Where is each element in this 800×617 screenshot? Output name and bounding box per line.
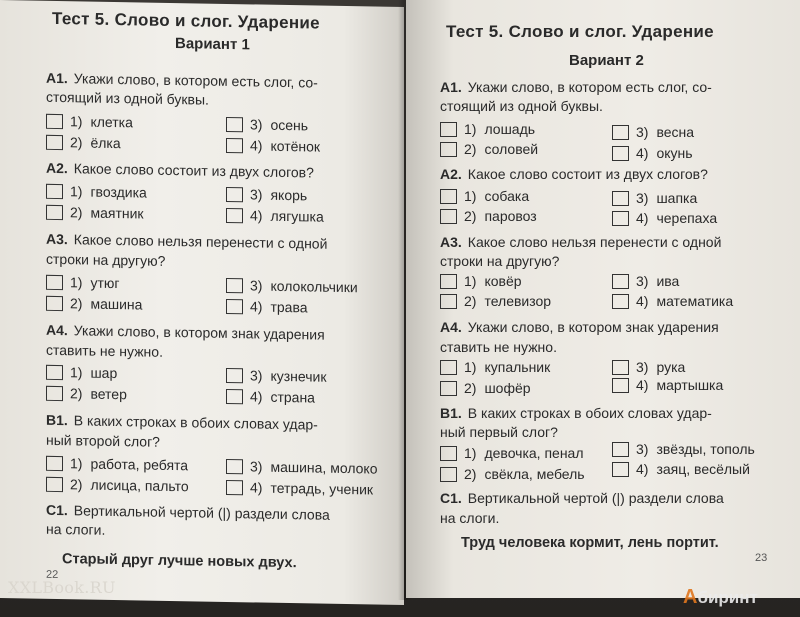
- question-text: В каких строках в обоих словах удар-: [467, 405, 712, 421]
- question-number: А4.: [46, 321, 68, 339]
- question-c1-cont: на слоги.: [440, 510, 500, 526]
- question-text: Какое слово состоит из двух слогов?: [73, 160, 314, 181]
- option[interactable]: 4) трава: [226, 298, 308, 315]
- question-a1: [440, 78, 712, 97]
- question-number: В1.: [46, 411, 68, 429]
- question-c1: [440, 489, 724, 508]
- checkbox[interactable]: [612, 360, 629, 375]
- page-number: 22: [46, 568, 59, 582]
- option[interactable]: 1) ковёр: [440, 273, 522, 289]
- option[interactable]: 1) шар: [46, 364, 117, 381]
- checkbox[interactable]: [46, 134, 63, 149]
- question-a4-cont: ставить не нужно.: [440, 339, 557, 355]
- question-a4: [440, 318, 719, 337]
- question-number: А4.: [440, 319, 462, 335]
- question-text: Какое слово нельзя перенести с одной: [467, 234, 722, 250]
- question-a3-cont: строки на другую?: [46, 250, 166, 269]
- variant-label: Вариант 1: [175, 35, 250, 54]
- checkbox[interactable]: [46, 455, 63, 470]
- left-page: [0, 0, 404, 605]
- option[interactable]: 1) лошадь: [440, 121, 535, 137]
- watermark-logo-right: Aбиринт: [683, 586, 758, 608]
- option[interactable]: 1) гвоздика: [46, 183, 147, 201]
- option[interactable]: 2) соловей: [440, 141, 538, 157]
- option[interactable]: 4) заяц, весёлый: [612, 461, 750, 477]
- option[interactable]: 3) машина, молоко: [226, 458, 378, 477]
- checkbox[interactable]: [226, 186, 243, 201]
- question-text: Укажи слово, в котором знак ударения: [73, 322, 325, 343]
- page-title: Тест 5. Слово и слог. Ударение: [52, 8, 320, 33]
- question-text: Вертикальной чертой (|) раздели слова: [467, 490, 724, 506]
- option[interactable]: 4) страна: [226, 388, 315, 406]
- question-a2: [46, 159, 314, 183]
- question-number: А3.: [440, 234, 462, 250]
- question-text: Вертикальной чертой (|) раздели слова: [73, 502, 330, 523]
- question-c1-cont: на слоги.: [46, 520, 106, 538]
- option[interactable]: 3) колокольчики: [226, 277, 358, 295]
- question-a4-cont: ставить не нужно.: [46, 341, 163, 360]
- option[interactable]: 4) окунь: [612, 145, 693, 161]
- question-text: В каких строках в обоих словах удар-: [73, 412, 318, 433]
- option[interactable]: 3) звёзды, тополь: [612, 441, 755, 457]
- checkbox[interactable]: [46, 295, 63, 310]
- question-a1-cont: стоящий из одной буквы.: [46, 88, 209, 108]
- option[interactable]: 3) кузнечик: [226, 367, 326, 385]
- option[interactable]: 3) шапка: [612, 190, 697, 206]
- option[interactable]: 2) ёлка: [46, 134, 121, 151]
- option[interactable]: 2) шофёр: [440, 380, 531, 396]
- question-text: Какое слово состоит из двух слогов?: [467, 166, 708, 182]
- option[interactable]: 3) якорь: [226, 186, 307, 203]
- checkbox[interactable]: [440, 274, 457, 289]
- checkbox[interactable]: [440, 446, 457, 461]
- proverb: Старый друг лучше новых двух.: [62, 551, 297, 572]
- checkbox[interactable]: [612, 442, 629, 457]
- question-number: С1.: [46, 501, 68, 519]
- option[interactable]: 1) работа, ребята: [46, 455, 188, 473]
- question-text: Укажи слово, в котором знак ударения: [467, 319, 719, 335]
- checkbox[interactable]: [226, 277, 243, 292]
- checkbox[interactable]: [46, 476, 63, 491]
- option[interactable]: 1) девочка, пенал: [440, 445, 584, 461]
- question-number: А1.: [440, 79, 462, 95]
- proverb: Труд человека кормит, лень портит.: [461, 535, 719, 551]
- option[interactable]: 2) маятник: [46, 204, 144, 222]
- checkbox[interactable]: [226, 367, 243, 382]
- question-b1-cont: ный первый слог?: [440, 424, 558, 440]
- checkbox[interactable]: [440, 381, 457, 396]
- option[interactable]: 1) клетка: [46, 113, 133, 131]
- checkbox[interactable]: [440, 189, 457, 204]
- page-number: 23: [755, 552, 768, 564]
- checkbox[interactable]: [226, 137, 243, 152]
- option[interactable]: 2) ветер: [46, 385, 127, 402]
- option[interactable]: 3) весна: [612, 124, 694, 140]
- option[interactable]: 4) котёнок: [226, 137, 320, 155]
- option[interactable]: 3) рука: [612, 359, 685, 375]
- checkbox[interactable]: [440, 122, 457, 137]
- variant-label: Вариант 2: [569, 52, 644, 69]
- checkbox[interactable]: [226, 479, 243, 494]
- option[interactable]: 3) осень: [226, 116, 308, 133]
- checkbox[interactable]: [612, 146, 629, 161]
- checkbox[interactable]: [440, 209, 457, 224]
- checkbox[interactable]: [440, 142, 457, 157]
- question-number: А1.: [46, 69, 68, 87]
- checkbox[interactable]: [46, 183, 63, 198]
- checkbox[interactable]: [46, 274, 63, 289]
- option[interactable]: 1) утюг: [46, 274, 119, 291]
- checkbox[interactable]: [46, 385, 63, 400]
- option[interactable]: 2) свёкла, мебель: [440, 466, 585, 482]
- checkbox[interactable]: [612, 211, 629, 226]
- question-number: А2.: [440, 166, 462, 182]
- option[interactable]: 2) паровоз: [440, 208, 537, 224]
- option[interactable]: 2) телевизор: [440, 293, 551, 309]
- question-a3: [440, 233, 721, 252]
- option[interactable]: 4) математика: [612, 293, 733, 309]
- checkbox[interactable]: [226, 388, 243, 403]
- option[interactable]: 2) лисица, пальто: [46, 476, 189, 494]
- page-title: Тест 5. Слово и слог. Ударение: [446, 22, 714, 41]
- checkbox[interactable]: [440, 294, 457, 309]
- question-a2: [440, 165, 708, 184]
- option[interactable]: 1) купальник: [440, 359, 550, 375]
- checkbox[interactable]: [226, 116, 243, 131]
- checkbox[interactable]: [612, 125, 629, 140]
- checkbox[interactable]: [612, 191, 629, 206]
- option[interactable]: 4) лягушка: [226, 207, 324, 225]
- question-number: А2.: [46, 159, 68, 177]
- question-text: Укажи слово, в котором есть слог, со-: [73, 70, 318, 91]
- option[interactable]: 4) черепаха: [612, 210, 717, 226]
- checkbox[interactable]: [612, 462, 629, 477]
- checkbox[interactable]: [440, 467, 457, 482]
- checkbox[interactable]: [612, 274, 629, 289]
- question-number: А3.: [46, 230, 68, 248]
- option[interactable]: 3) ива: [612, 273, 679, 289]
- right-page: [406, 0, 800, 598]
- checkbox[interactable]: [46, 204, 63, 219]
- watermark-logo-left: XXLBook.RU: [8, 578, 116, 597]
- checkbox[interactable]: [612, 294, 629, 309]
- question-b1-cont: ный второй слог?: [46, 431, 160, 450]
- checkbox[interactable]: [46, 364, 63, 379]
- checkbox[interactable]: [612, 378, 629, 393]
- question-a1-cont: стоящий из одной буквы.: [440, 98, 603, 114]
- checkbox[interactable]: [226, 207, 243, 222]
- option[interactable]: 2) машина: [46, 295, 142, 313]
- question-number: В1.: [440, 405, 462, 421]
- question-text: Укажи слово, в котором есть слог, со-: [467, 79, 712, 95]
- option[interactable]: 4) тетрадь, ученик: [226, 479, 373, 498]
- checkbox[interactable]: [226, 458, 243, 473]
- question-a3-cont: строки на другую?: [440, 253, 560, 269]
- option[interactable]: 1) собака: [440, 188, 529, 204]
- option[interactable]: 4) мартышка: [612, 377, 723, 393]
- question-text: Какое слово нельзя перенести с одной: [73, 231, 328, 252]
- checkbox[interactable]: [440, 360, 457, 375]
- question-b1: [440, 404, 712, 423]
- checkbox[interactable]: [46, 113, 63, 128]
- checkbox[interactable]: [226, 298, 243, 313]
- question-number: С1.: [440, 490, 462, 506]
